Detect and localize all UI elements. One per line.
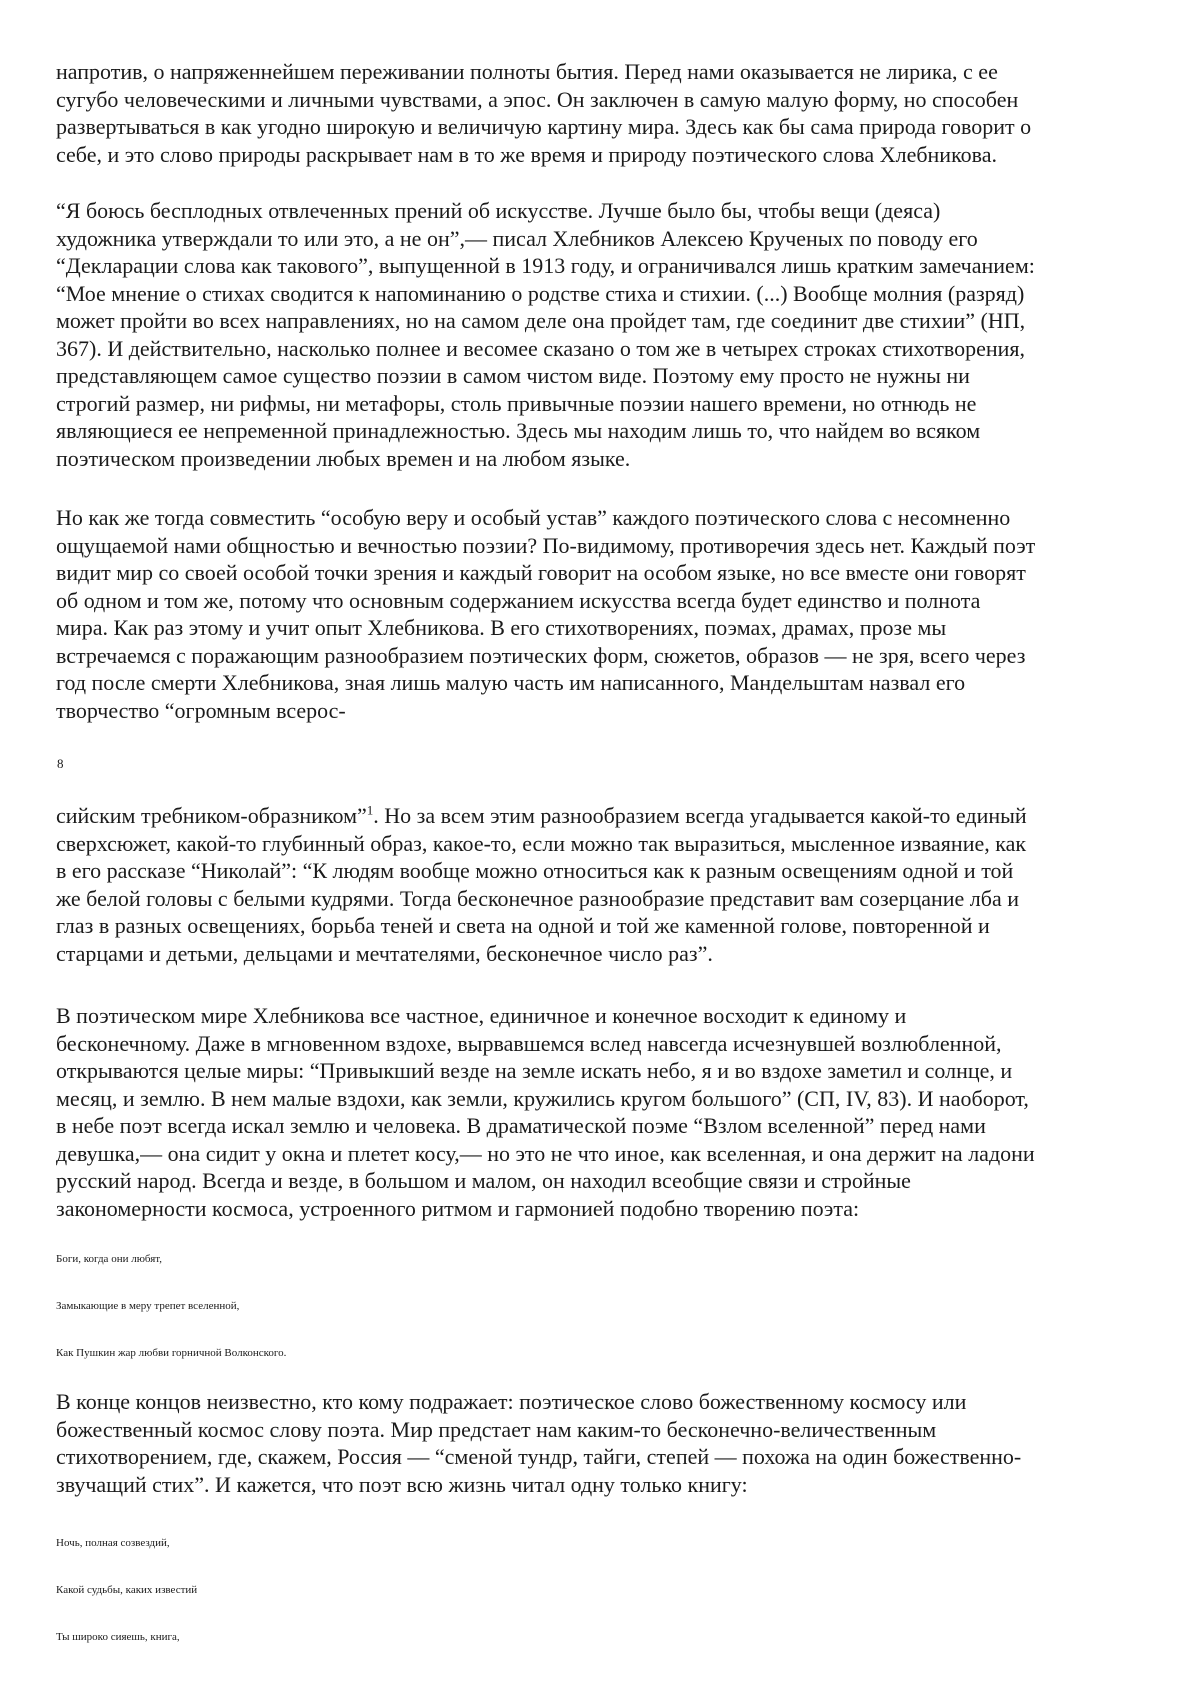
- text-line: закономерности космоса, устроенного ритмом и гармонией подобно творению поэта:: [56, 1195, 860, 1221]
- text-line: стихотворением, где, скажем, Россия — “сменой тундр, тайги, степей — похожа на один божественно-: [56, 1444, 1022, 1469]
- paragraph-5: [56, 1002, 1161, 1222]
- text-line: “Декларации слова как такового”, выпущенной в 1913 году, и ограничивался лишь кратким замечанием:: [56, 253, 1035, 278]
- text-line: божественный космос слову поэта. Мир предстает нам каким-то бесконечно-величественным: [56, 1416, 937, 1442]
- paragraph-1: [56, 58, 1161, 168]
- text-line: художника утверждали то или это, а не он”,— писал Хлебников Алексею Крученых по поводу его: [56, 225, 978, 251]
- text-line: старцами и детьми, дельцами и мечтателями, бесконечное число раз”.: [56, 940, 713, 966]
- verse-line: Как Пушкин жар любви горничной Волконского.: [56, 1347, 287, 1359]
- text-line: представляющем самое существо поэзии в самом чистом виде. Поэтому ему просто не нужны ни: [56, 363, 970, 388]
- text-line: сугубо человеческими и личными чувствами, а эпос. Он заключен в самую малую форму, но способен: [56, 86, 1019, 112]
- text-line: встречаемся с поражающим разнообразием поэтических форм, сюжетов, образов — не зря, всего через: [56, 642, 1026, 668]
- text-line: мира. Как раз этому и учит опыт Хлебникова. В его стихотворениях, поэмах, драмах, прозе мы: [56, 615, 947, 640]
- text-line: в его рассказе “Николай”: “К людям вообще можно относиться как к разным освещениям одной и той: [56, 858, 1014, 883]
- text-line: открываются целые миры: “Привыкший везде на земле искать небо, я и во вздохе заметил и солнце, и: [56, 1058, 1013, 1083]
- text-fragment: . Но за всем этим разнообразием всегда угадывается какой-то единый: [373, 803, 1027, 828]
- text-line: творчество “огромным всерос-: [56, 697, 346, 723]
- text-fragment: сийским требником-образником”: [56, 803, 367, 828]
- text-line: звучащий стих”. И кажется, что поэт всю жизнь читал одну только книгу:: [56, 1471, 748, 1497]
- verse-line: Боги, когда они любят,: [56, 1253, 163, 1265]
- text-line: являющиеся ее непременной принадлежностью. Здесь мы находим лишь то, что найдем во всяком: [56, 418, 981, 443]
- text-line: поэтическом произведении любых времен и на любом языке.: [56, 445, 631, 471]
- paragraph-6: [56, 1388, 1161, 1498]
- text-line: девушка,— она сидит у окна и плетет косу,— но это не что иное, как вселенная, и она держит на ладони: [56, 1140, 1035, 1166]
- text-line: бесконечному. Даже в мгновенном вздохе, вырвавшемся вслед навсегда исчезнувшей возлюбленной,: [56, 1030, 1002, 1056]
- paragraph-3: [56, 504, 1161, 724]
- text-line: глаз в разных освещениях, борьба теней и света на одной и той же каменной голове, повторенной и: [56, 913, 990, 938]
- text-line: себе, и это слово природы раскрывает нам в то же время и природу поэтического слова Хлебникова.: [56, 141, 998, 167]
- paragraph-2: [56, 197, 1161, 472]
- footnote-marker: 1: [366, 802, 374, 818]
- text-line: видит мир со своей особой точки зрения и каждый говорит на особом языке, но все вместе они говорят: [56, 560, 1026, 585]
- text-line: В поэтическом мире Хлебникова все частное, единичное и конечное восходит к единому и: [56, 1003, 907, 1028]
- text-line: [56, 802, 1161, 830]
- text-line: Но как же тогда совместить “особую веру и особый устав” каждого поэтического слова с несомненно: [56, 505, 1011, 530]
- text-line: “Я боюсь бесплодных отвлеченных прений об искусстве. Лучше было бы, чтобы вещи (деяса): [56, 198, 941, 223]
- text-line: 367). И действительно, насколько полнее и весомее сказано о том же в четырех строках стихотворения,: [56, 335, 1025, 361]
- text-line: ощущаемой нами общностью и вечностью поэзии? По-видимому, противоречия здесь нет. Каждый поэт: [56, 532, 1036, 558]
- verse-line: Какой судьбы, каких известий: [56, 1584, 198, 1596]
- text-line: русский народ. Всегда и везде, в большом и малом, он находил всеобщие связи и стройные: [56, 1168, 911, 1193]
- text-line: напротив, о напряженнейшем переживании полноты бытия. Перед нами оказывается не лирика, с ее: [56, 59, 998, 84]
- text-line: сверхсюжет, какой-то глубинный образ, какое-то, если можно так выразиться, мысленное изваяние, как: [56, 830, 1027, 856]
- text-line: в небе поэт всегда искал землю и человека. В драматической поэме “Взлом вселенной” перед нами: [56, 1113, 986, 1138]
- text-line: В конце концов неизвестно, кто кому подражает: поэтическое слово божественному космосу или: [56, 1389, 967, 1414]
- text-line: строгий размер, ни рифмы, ни метафоры, столь привычные поэзии нашего времени, но отнюдь не: [56, 390, 977, 416]
- text-line: же белой головы с белыми кудрями. Тогда бесконечное разнообразие представит вам созерцание лба и: [56, 885, 1020, 911]
- verse-line: Замыкающие в меру трепет вселенной,: [56, 1300, 240, 1312]
- text-line: месяц, и землю. В нем малые вздохи, как земли, кружились кругом большого” (СП, IV, 83). И наоборот,: [56, 1085, 1029, 1111]
- text-line: “Мое мнение о стихах сводится к напоминанию о родстве стиха и стихии. (...) Вообще молния (разряд): [56, 280, 1025, 306]
- text-line: год после смерти Хлебникова, зная лишь малую часть им написанного, Мандельштам назвал его: [56, 670, 966, 695]
- text-line: может пройти во всех направлениях, но на самом деле она пройдет там, где соединит две стихии” (НП,: [56, 308, 1026, 333]
- verse-line: Ты широко сияешь, книга,: [56, 1631, 180, 1643]
- text-line: об одном и том же, потому что основным содержанием искусства всегда будет единство и полнота: [56, 587, 981, 613]
- text-line: развертываться в как угодно широкую и величичую картину мира. Здесь как бы сама природа говорит о: [56, 114, 1032, 139]
- verse-line: Ночь, полная созвездий,: [56, 1537, 170, 1549]
- page-number: 8: [57, 756, 64, 771]
- paragraph-4: [56, 802, 1161, 967]
